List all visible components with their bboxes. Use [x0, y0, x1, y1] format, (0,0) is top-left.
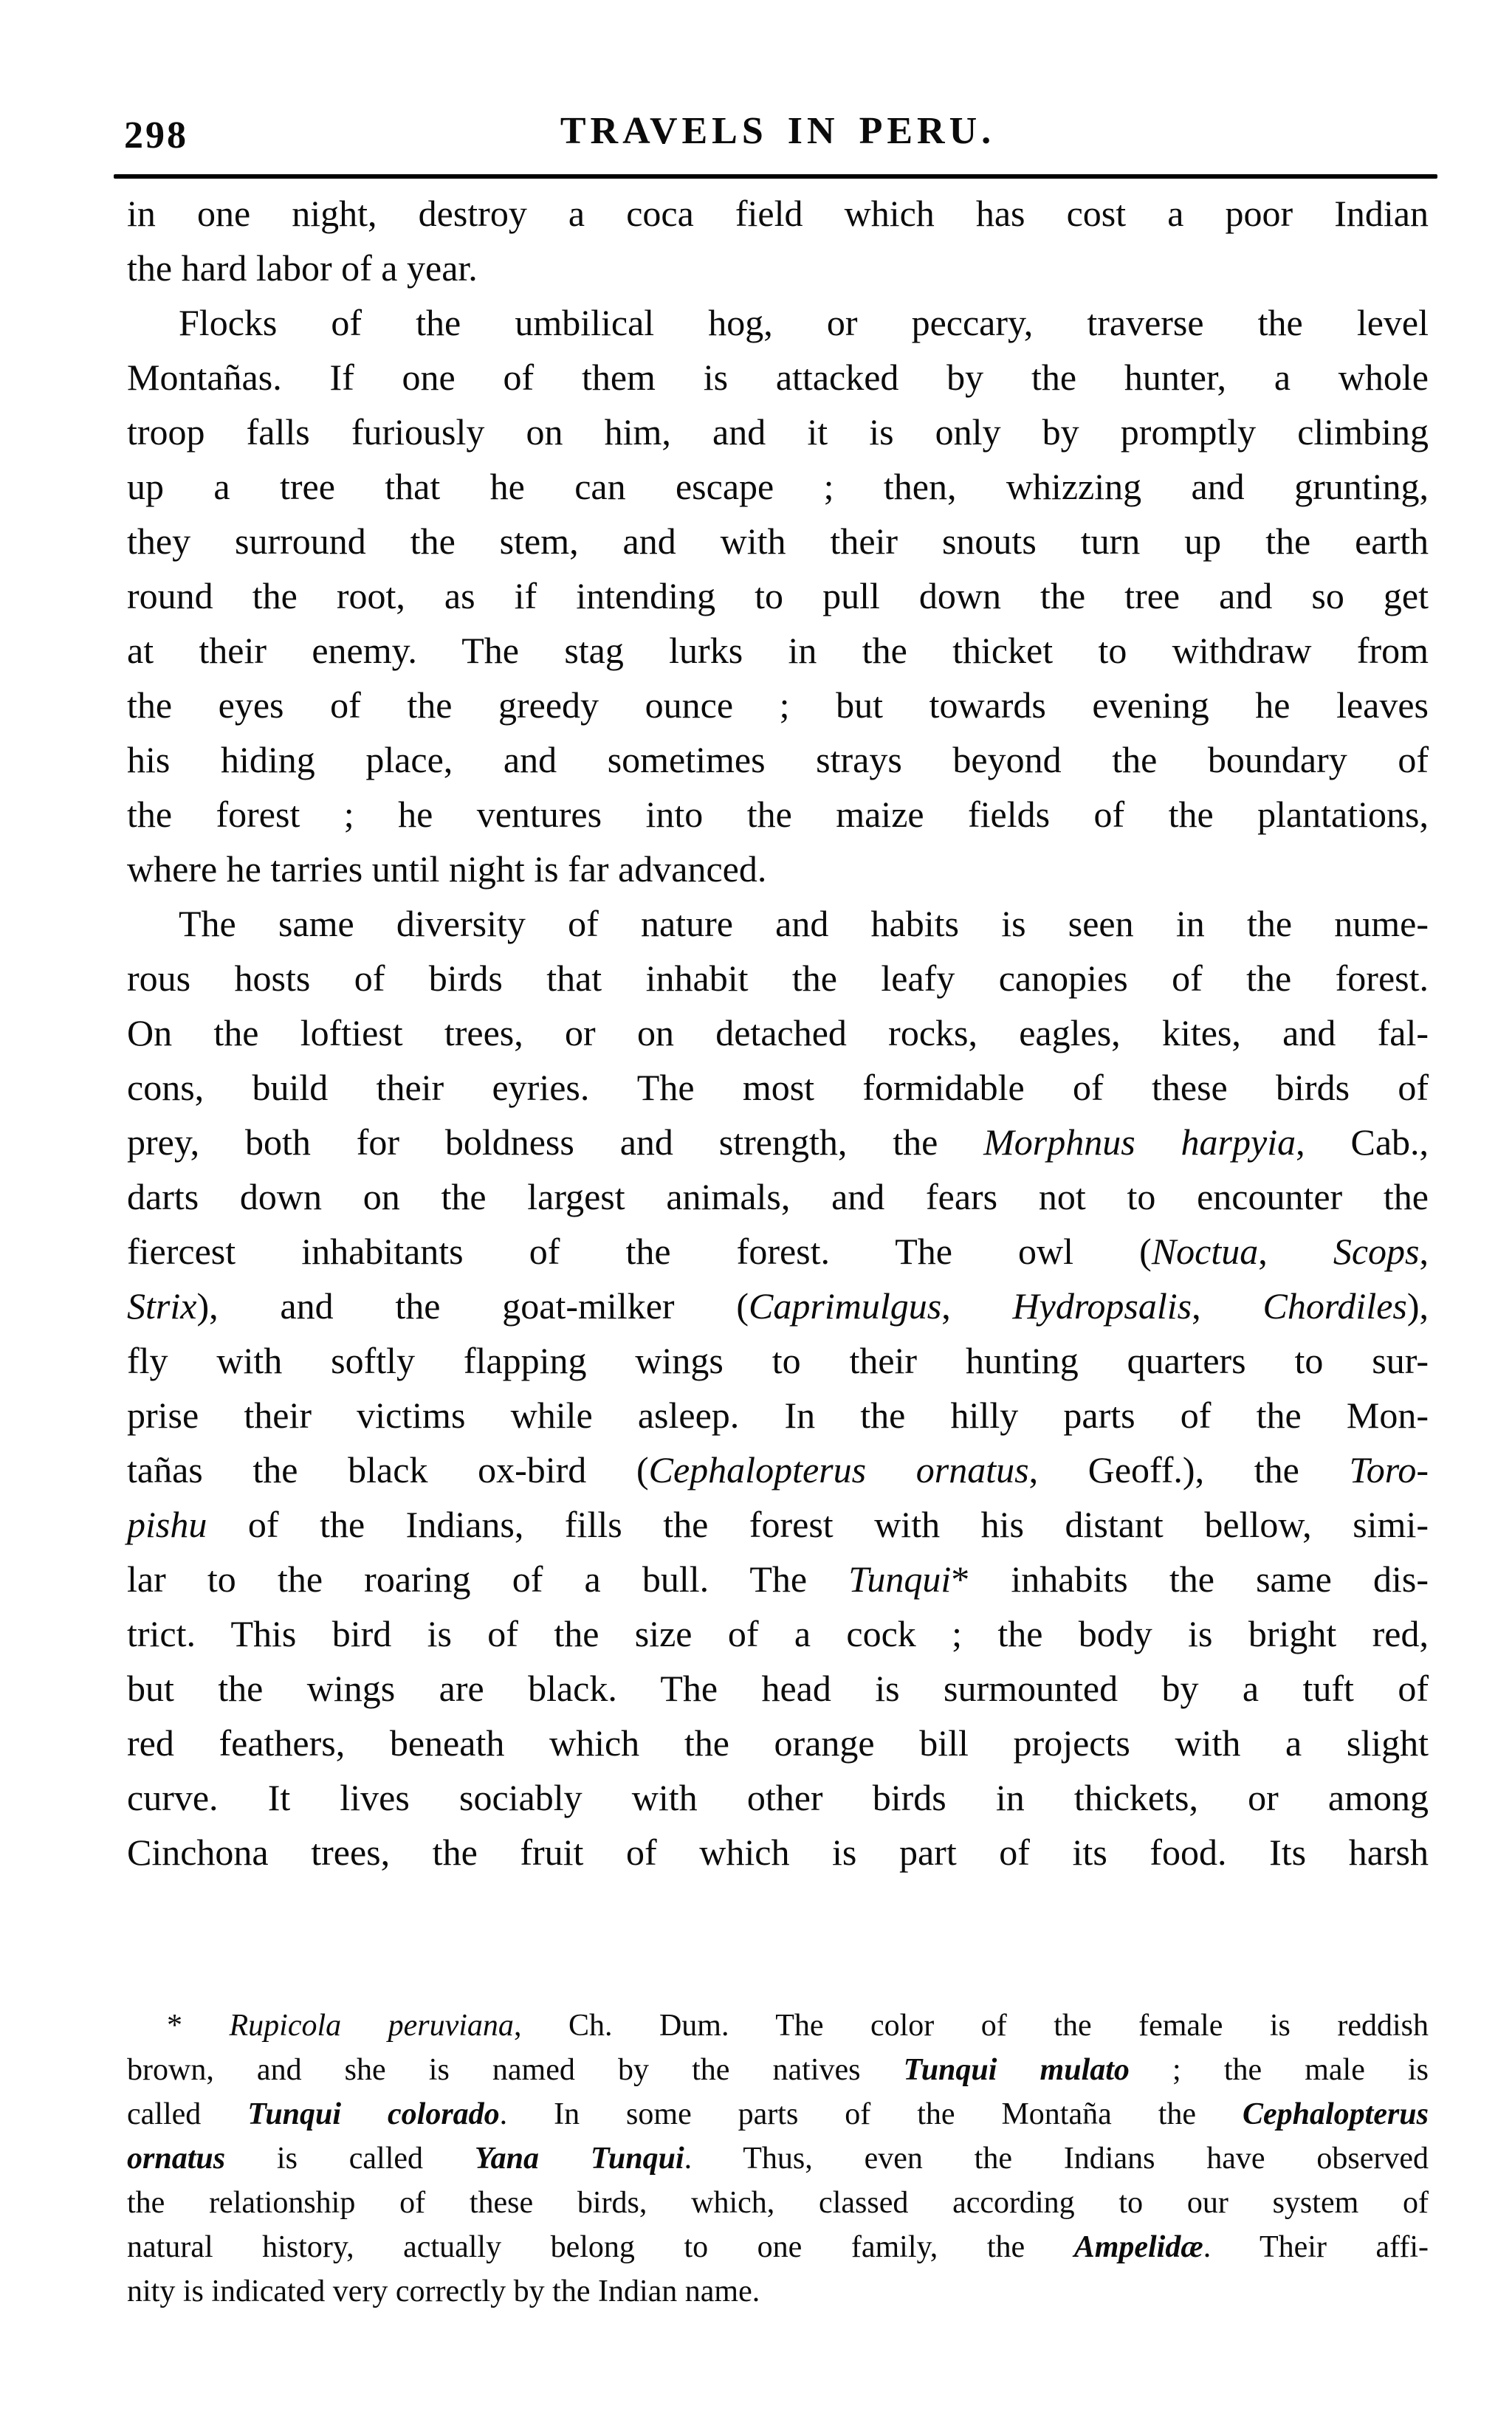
- text-line: but the wings are black. The head is surmounted by a tuft of: [127, 1668, 1429, 1709]
- text-line: darts down on the largest animals, and fears not to encounter the: [127, 1176, 1429, 1217]
- text-line: Flocks of the umbilical hog, or peccary, traverse the level: [179, 302, 1429, 343]
- text-line: Cinchona trees, the fruit of which is part of its food. Its harsh: [127, 1832, 1429, 1873]
- text-line: the forest ; he ventures into the maize fields of the plantations,: [127, 794, 1429, 835]
- text-line: cons, build their eyries. The most formidable of these birds of: [127, 1067, 1429, 1108]
- text-line: troop falls furiously on him, and it is only by promptly climbing: [127, 411, 1429, 453]
- text-line: tañas the black ox-bird (Cephalopterus ornatus, Geoff.), the Toro-: [127, 1449, 1429, 1490]
- text-line: they surround the stem, and with their snouts turn up the earth: [127, 520, 1429, 562]
- text-line: called Tunqui colorado. In some parts of the Montaña the Cephalopterus: [127, 2097, 1429, 2131]
- text-line: red feathers, beneath which the orange bill projects with a slight: [127, 1722, 1429, 1764]
- text-line: the eyes of the greedy ounce ; but towards evening he leaves: [127, 684, 1429, 726]
- text-line: On the loftiest trees, or on detached rocks, eagles, kites, and fal-: [127, 1012, 1429, 1053]
- text-line: where he tarries until night is far advanced.: [127, 848, 767, 890]
- text-line: curve. It lives sociably with other birds in thickets, or among: [127, 1777, 1429, 1818]
- body-text: [127, 186, 1429, 1880]
- header-rule-divider: [114, 174, 1437, 179]
- text-line: the hard labor of a year.: [127, 247, 478, 289]
- text-line: prey, both for boldness and strength, the Morphnus harpyia, Cab.,: [127, 1121, 1429, 1163]
- footnote-text: [127, 2004, 1429, 2314]
- text-line: the relationship of these birds, which, classed according to our system of: [127, 2186, 1429, 2220]
- text-line: ornatus is called Yana Tunqui. Thus, even the Indians have observed: [127, 2142, 1429, 2176]
- page-header: [124, 109, 1429, 157]
- page-number: 298: [124, 114, 188, 157]
- text-line: Montañas. If one of them is attacked by the hunter, a whole: [127, 357, 1429, 398]
- text-line: Strix), and the goat-milker (Caprimulgus, Hydropsalis, Chordiles),: [127, 1285, 1429, 1327]
- text-line: fly with softly flapping wings to their hunting quarters to sur-: [127, 1340, 1429, 1381]
- text-line: prise their victims while asleep. In the hilly parts of the Mon-: [127, 1395, 1429, 1436]
- text-line: at their enemy. The stag lurks in the thicket to withdraw from: [127, 630, 1429, 671]
- text-line: lar to the roaring of a bull. The Tunqui* inhabits the same dis-: [127, 1558, 1429, 1600]
- text-line: natural history, actually belong to one family, the Ampelidæ. Their affi-: [127, 2230, 1429, 2264]
- text-line: trict. This bird is of the size of a cock ; the body is bright red,: [127, 1613, 1429, 1654]
- running-title: TRAVELS IN PERU.: [560, 110, 996, 152]
- text-line: pishu of the Indians, fills the forest with his distant bellow, simi-: [127, 1504, 1429, 1545]
- text-line: in one night, destroy a coca field which has cost a poor Indian: [127, 193, 1429, 234]
- text-line: * Rupicola peruviana, Ch. Dum. The color of the female is reddish: [167, 2009, 1429, 2043]
- text-line: round the root, as if intending to pull down the tree and so get: [127, 575, 1429, 616]
- text-line: nity is indicated very correctly by the Indian name.: [127, 2274, 760, 2308]
- text-line: The same diversity of nature and habits is seen in the nume-: [179, 903, 1429, 944]
- text-line: fiercest inhabitants of the forest. The owl (Noctua, Scops,: [127, 1231, 1429, 1272]
- text-line: his hiding place, and sometimes strays beyond the boundary of: [127, 739, 1429, 780]
- text-line: brown, and she is named by the natives Tunqui mulato ; the male is: [127, 2053, 1429, 2087]
- text-line: up a tree that he can escape ; then, whizzing and grunting,: [127, 466, 1429, 507]
- text-line: rous hosts of birds that inhabit the leafy canopies of the forest.: [127, 957, 1429, 999]
